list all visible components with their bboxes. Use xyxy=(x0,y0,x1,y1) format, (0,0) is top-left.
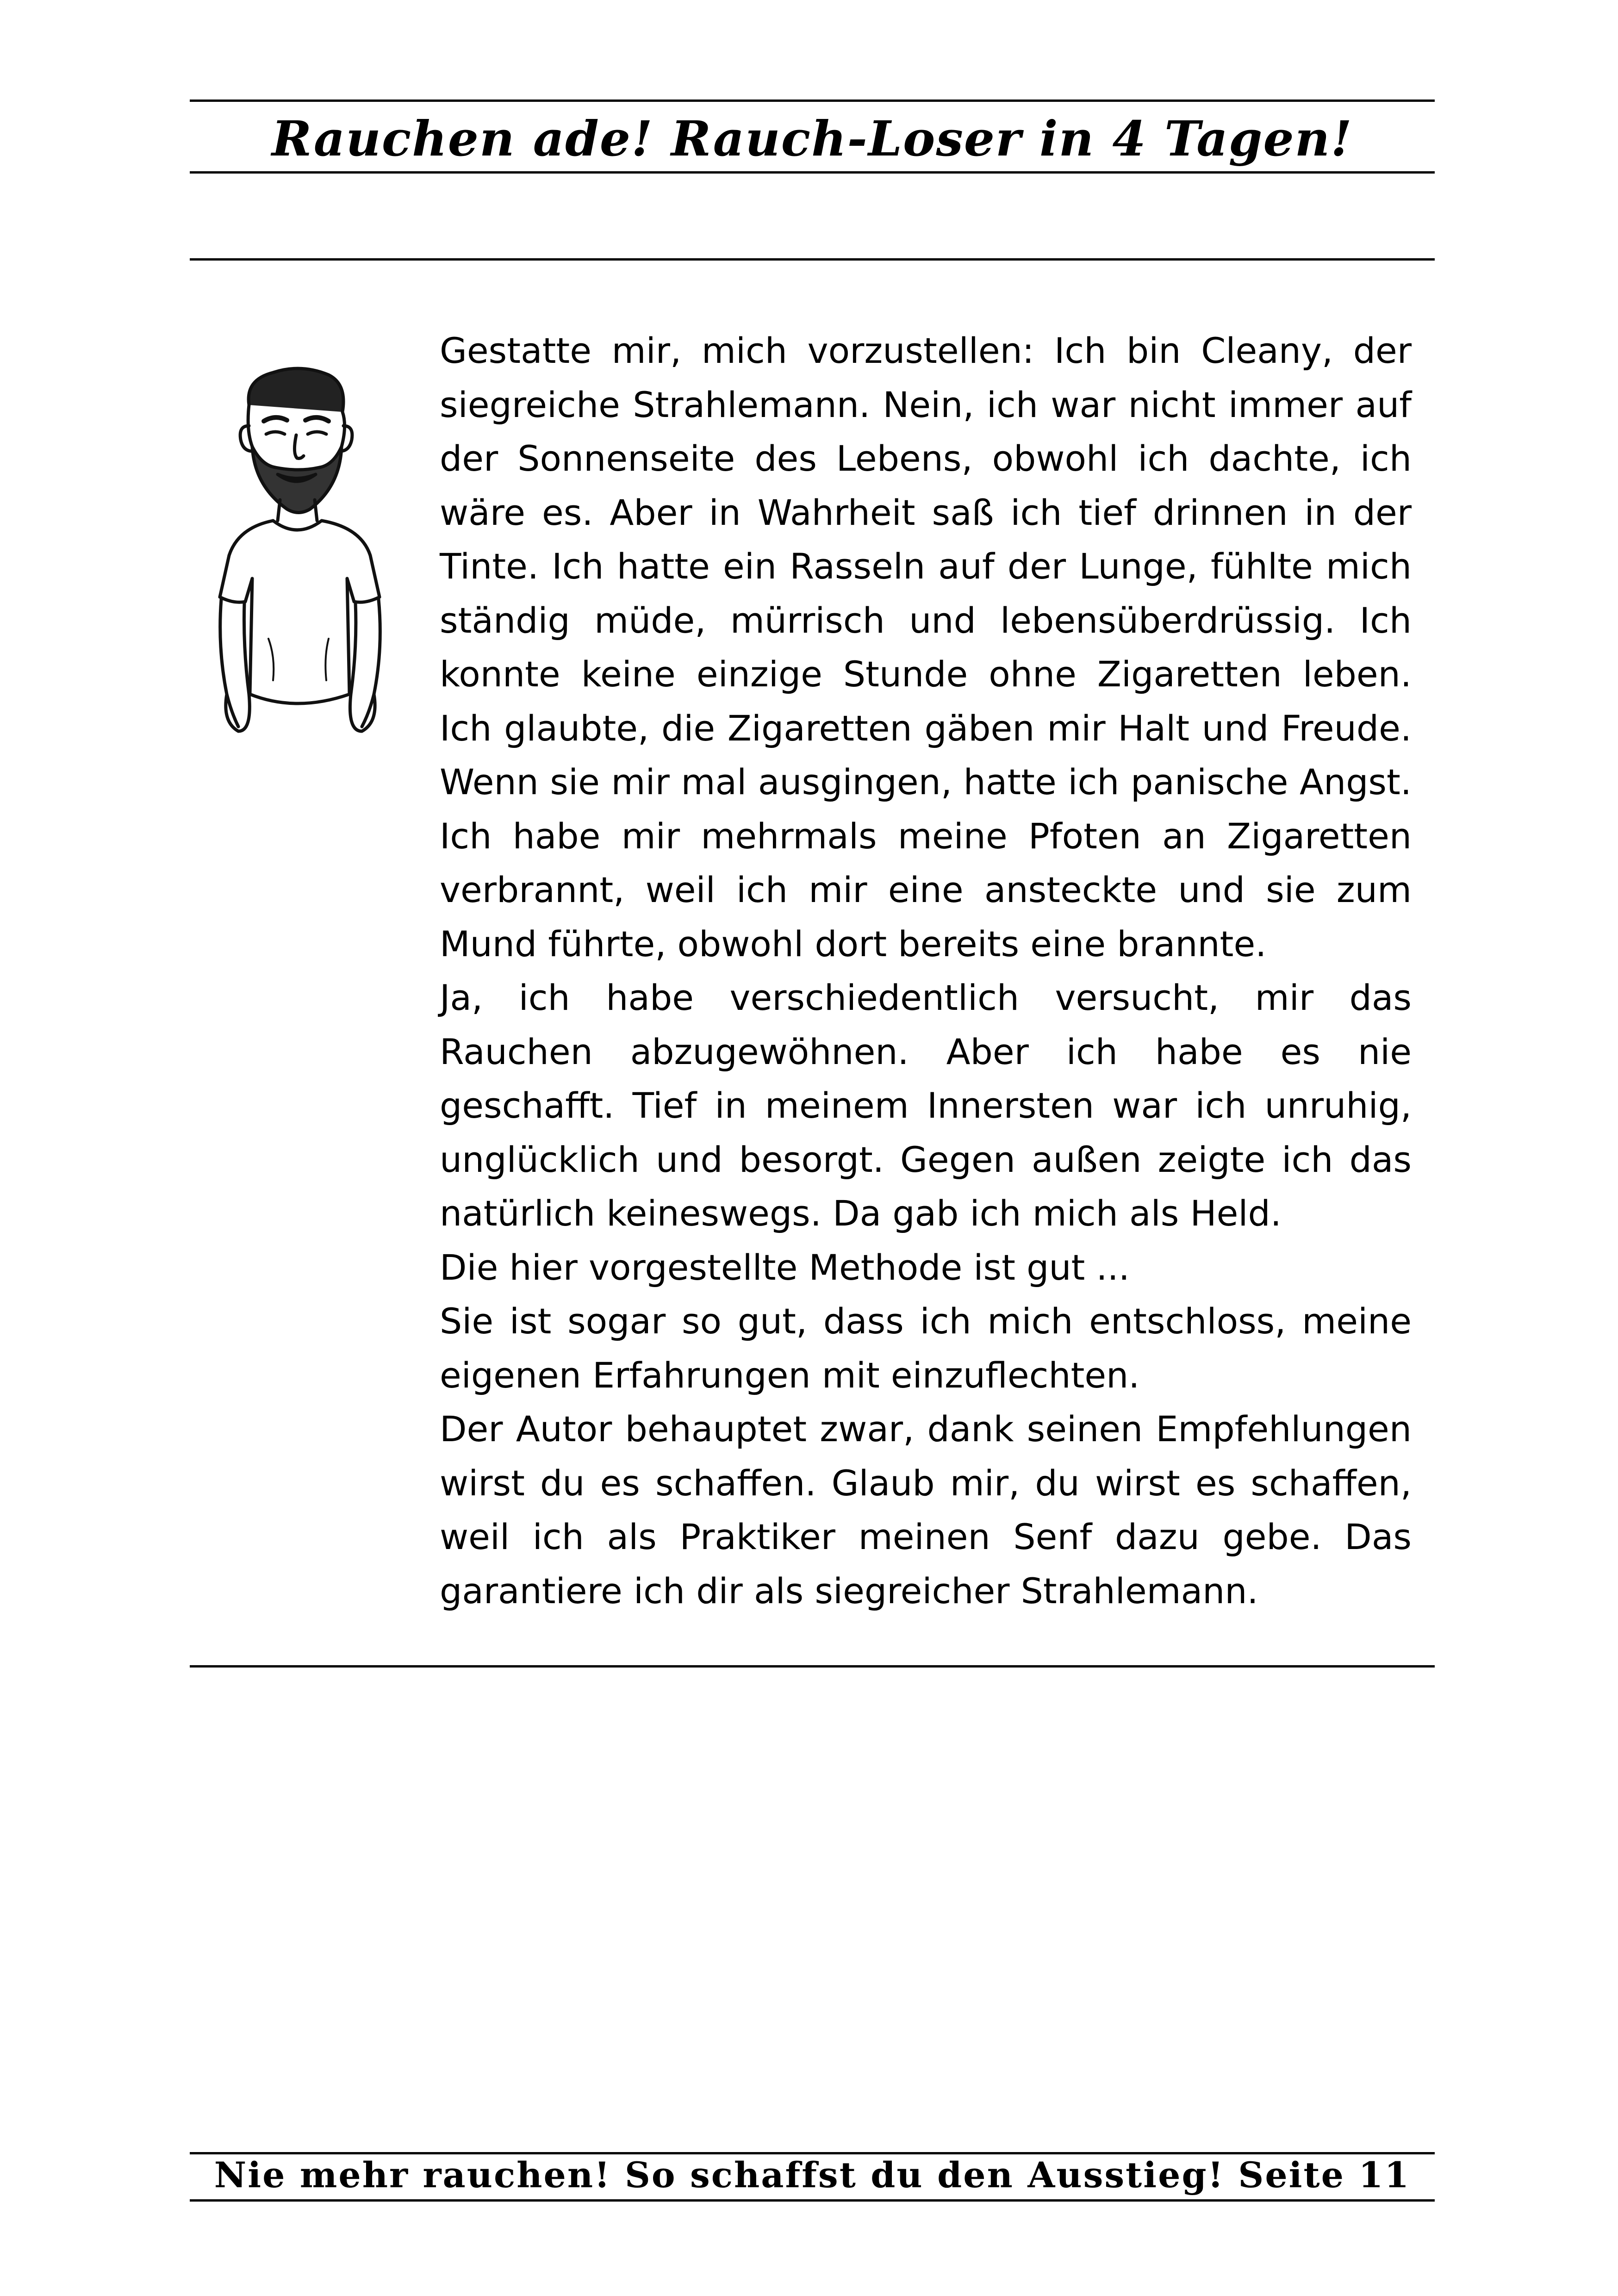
header-bottom-rule xyxy=(190,171,1435,174)
paragraph-5: Der Autor behauptet zwar, dank seinen Empfehlungen wirst du es schaffen. Glaub mir, du wirst es schaffen, weil ich als Praktiker meinen Senf dazu gebe. Das garantiere ich dir als siegreicher Strahlemann. xyxy=(440,1408,1412,1612)
paragraph-3: Die hier vorgestellte Methode ist gut ... xyxy=(440,1246,1130,1288)
cleany-illustration xyxy=(194,361,407,745)
paragraph-1: Gestatte mir, mich vorzustellen: Ich bin Cleany, der siegreiche Strahlemann. Nein, ich war nicht immer auf der Sonnenseite des Lebens, obwohl ich dachte, ich wäre es. Aber in Wahrheit saß ich tief drinnen in der Tinte. Ich hatte ein Rasseln auf der Lunge, fühlte mich ständig müde, mürrisch und lebensüberdrüssig. Ich konnte keine einzige Stunde ohne Zigaretten leben. Ich glaubte, die Zigaretten gäben mir Halt und Freude. Wenn sie mir mal ausgingen, hatte ich panische Angst. Ich habe mir mehrmals meine Pfoten an Zigaretten verbrannt, weil ich mir eine ansteckte und sie zum Mund führte, obwohl dort bereits eine brannte. xyxy=(440,330,1412,964)
smiling-bearded-man-icon xyxy=(194,361,407,745)
paragraph-2: Ja, ich habe verschiedentlich versucht, mir das Rauchen abzugewöhnen. Aber ich habe es nie geschafft. Tief in meinem Innersten war ich unruhig, unglücklich und besorgt. Gegen außen zeigte ich das natürlich keineswegs. Da gab ich mich als Held. xyxy=(440,977,1412,1234)
content-top-rule xyxy=(190,258,1435,261)
running-footer: Nie mehr rauchen! So schaffst du den Ausstieg! Seite 11 xyxy=(214,2154,1411,2196)
header-top-rule xyxy=(190,100,1435,102)
running-header-title: Rauchen ade! Rauch-Loser in 4 Tagen! xyxy=(272,110,1353,167)
footer-bottom-rule xyxy=(190,2199,1435,2202)
content-bottom-rule xyxy=(190,1665,1435,1668)
main-text xyxy=(440,324,1412,1618)
paragraph-4: Sie ist sogar so gut, dass ich mich entschloss, meine eigenen Erfahrungen mit einzuflechten. xyxy=(440,1300,1412,1396)
